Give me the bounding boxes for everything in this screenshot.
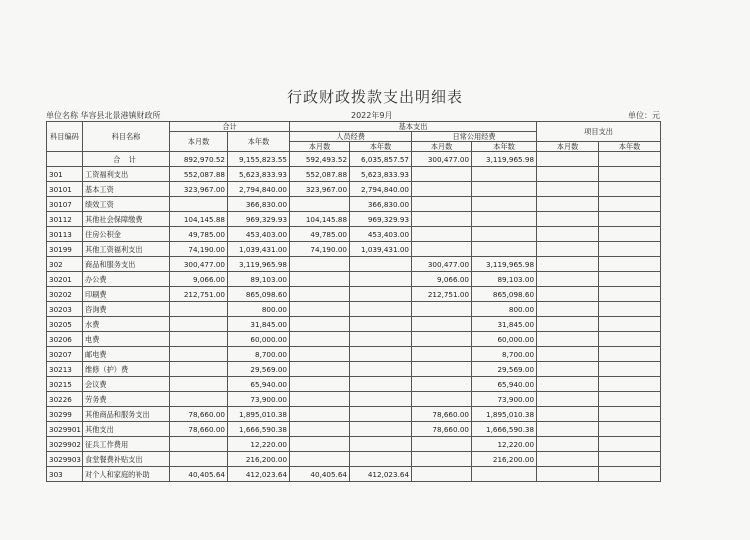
expenditure-table xyxy=(46,121,661,482)
subject-code: 30201 xyxy=(47,272,83,287)
amount-cell xyxy=(412,347,472,362)
amount-cell xyxy=(350,452,412,467)
header-name: 科目名称 xyxy=(83,122,170,152)
amount-cell xyxy=(537,452,599,467)
header-daily: 日常公用经费 xyxy=(412,132,537,142)
amount-cell: 49,785.00 xyxy=(290,227,350,242)
total-cell: 892,970.52 xyxy=(170,152,228,167)
table-row xyxy=(47,197,661,212)
header-personnel-month: 本月数 xyxy=(290,142,350,152)
amount-cell xyxy=(599,242,661,257)
report-period: 2022年9月 xyxy=(351,111,393,120)
amount-cell: 216,200.00 xyxy=(472,452,537,467)
subject-name: 绩效工资 xyxy=(83,197,170,212)
amount-cell xyxy=(350,332,412,347)
subject-name: 咨询费 xyxy=(83,302,170,317)
amount-cell: 104,145.88 xyxy=(290,212,350,227)
amount-cell: 29,569.00 xyxy=(472,362,537,377)
header-daily-year: 本年数 xyxy=(472,142,537,152)
amount-cell xyxy=(412,437,472,452)
subject-code: 3029901 xyxy=(47,422,83,437)
amount-cell xyxy=(599,347,661,362)
amount-cell xyxy=(537,347,599,362)
subject-name: 对个人和家庭的补助 xyxy=(83,467,170,482)
amount-cell: 31,845.00 xyxy=(472,317,537,332)
amount-cell xyxy=(599,302,661,317)
amount-cell xyxy=(412,212,472,227)
amount-cell xyxy=(599,197,661,212)
subject-name: 其他支出 xyxy=(83,422,170,437)
amount-cell: 73,900.00 xyxy=(228,392,290,407)
amount-cell xyxy=(472,167,537,182)
subject-name: 食堂餐费补贴支出 xyxy=(83,452,170,467)
table-row xyxy=(47,272,661,287)
amount-cell xyxy=(472,212,537,227)
amount-cell xyxy=(599,422,661,437)
amount-cell xyxy=(537,437,599,452)
amount-cell xyxy=(290,377,350,392)
amount-cell xyxy=(599,332,661,347)
total-cell: 9,155,823.55 xyxy=(228,152,290,167)
header-basic: 基本支出 xyxy=(290,122,537,132)
amount-cell xyxy=(599,227,661,242)
amount-cell xyxy=(599,407,661,422)
total-cell: 300,477.00 xyxy=(412,152,472,167)
amount-cell: 300,477.00 xyxy=(170,257,228,272)
amount-cell xyxy=(290,362,350,377)
amount-cell: 323,967.00 xyxy=(290,182,350,197)
subject-name: 工资福利支出 xyxy=(83,167,170,182)
amount-cell xyxy=(599,272,661,287)
amount-cell: 552,087.88 xyxy=(290,167,350,182)
amount-cell: 453,403.00 xyxy=(228,227,290,242)
amount-cell: 29,569.00 xyxy=(228,362,290,377)
table-row xyxy=(47,392,661,407)
amount-cell xyxy=(472,227,537,242)
amount-cell xyxy=(290,392,350,407)
amount-cell: 65,940.00 xyxy=(228,377,290,392)
subject-code: 30205 xyxy=(47,317,83,332)
subject-name: 其他社会保障缴费 xyxy=(83,212,170,227)
amount-cell xyxy=(412,392,472,407)
table-row xyxy=(47,377,661,392)
amount-cell xyxy=(290,407,350,422)
amount-cell: 78,660.00 xyxy=(170,422,228,437)
amount-cell xyxy=(537,392,599,407)
subject-code: 30202 xyxy=(47,287,83,302)
amount-cell: 3,119,965.98 xyxy=(228,257,290,272)
subject-code: 30215 xyxy=(47,377,83,392)
amount-cell xyxy=(290,272,350,287)
amount-cell: 78,660.00 xyxy=(412,422,472,437)
amount-cell xyxy=(537,212,599,227)
subject-code: 30206 xyxy=(47,332,83,347)
amount-cell: 8,700.00 xyxy=(472,347,537,362)
amount-cell: 31,845.00 xyxy=(228,317,290,332)
amount-cell: 12,220.00 xyxy=(228,437,290,452)
header-total: 合计 xyxy=(170,122,290,132)
amount-cell xyxy=(537,362,599,377)
header-project-month: 本月数 xyxy=(537,142,599,152)
amount-cell: 5,623,833.93 xyxy=(228,167,290,182)
amount-cell xyxy=(537,422,599,437)
amount-cell xyxy=(537,302,599,317)
amount-cell xyxy=(412,167,472,182)
amount-cell xyxy=(412,467,472,482)
header-total-year: 本年数 xyxy=(228,132,290,152)
amount-cell xyxy=(472,242,537,257)
amount-cell xyxy=(290,437,350,452)
amount-cell xyxy=(170,317,228,332)
amount-cell xyxy=(290,332,350,347)
subject-name: 住房公积金 xyxy=(83,227,170,242)
amount-cell: 212,751.00 xyxy=(412,287,472,302)
amount-cell xyxy=(537,182,599,197)
subject-name: 印刷费 xyxy=(83,287,170,302)
table-header xyxy=(47,122,661,152)
amount-cell: 412,023.64 xyxy=(228,467,290,482)
amount-cell: 40,405.64 xyxy=(290,467,350,482)
table-row xyxy=(47,182,661,197)
amount-cell: 1,895,010.38 xyxy=(472,407,537,422)
subject-code: 30199 xyxy=(47,242,83,257)
amount-cell: 49,785.00 xyxy=(170,227,228,242)
subject-code: 303 xyxy=(47,467,83,482)
amount-cell xyxy=(537,377,599,392)
amount-cell xyxy=(472,467,537,482)
subject-name: 电费 xyxy=(83,332,170,347)
subject-code: 30113 xyxy=(47,227,83,242)
table-row xyxy=(47,332,661,347)
subject-code: 30107 xyxy=(47,197,83,212)
amount-cell xyxy=(599,437,661,452)
table-body xyxy=(47,152,661,482)
amount-cell xyxy=(599,317,661,332)
amount-cell xyxy=(412,332,472,347)
table-row xyxy=(47,257,661,272)
amount-cell xyxy=(472,182,537,197)
amount-cell xyxy=(350,317,412,332)
table-row xyxy=(47,347,661,362)
amount-cell xyxy=(170,437,228,452)
subject-name: 基本工资 xyxy=(83,182,170,197)
amount-cell xyxy=(350,362,412,377)
amount-cell xyxy=(350,302,412,317)
amount-cell xyxy=(599,467,661,482)
amount-cell xyxy=(170,302,228,317)
amount-cell xyxy=(170,392,228,407)
amount-cell: 5,623,833.93 xyxy=(350,167,412,182)
subject-code: 30213 xyxy=(47,362,83,377)
amount-cell: 65,940.00 xyxy=(472,377,537,392)
amount-cell xyxy=(290,197,350,212)
total-cell xyxy=(537,152,599,167)
report-title: 行政财政拨款支出明细表 xyxy=(286,88,463,106)
amount-cell: 89,103.00 xyxy=(228,272,290,287)
subject-code: 30101 xyxy=(47,182,83,197)
amount-cell xyxy=(412,227,472,242)
total-cell: 592,493.52 xyxy=(290,152,350,167)
subject-code: 3029902 xyxy=(47,437,83,452)
table-row xyxy=(47,167,661,182)
subject-name: 商品和服务支出 xyxy=(83,257,170,272)
amount-cell: 12,220.00 xyxy=(472,437,537,452)
amount-cell xyxy=(537,197,599,212)
amount-cell: 865,098.60 xyxy=(228,287,290,302)
total-label: 合 计 xyxy=(83,152,170,167)
header-daily-month: 本月数 xyxy=(412,142,472,152)
amount-cell xyxy=(412,377,472,392)
amount-cell: 78,660.00 xyxy=(412,407,472,422)
amount-cell xyxy=(350,437,412,452)
amount-cell xyxy=(537,167,599,182)
amount-cell xyxy=(170,377,228,392)
amount-cell: 216,200.00 xyxy=(228,452,290,467)
amount-cell: 212,751.00 xyxy=(170,287,228,302)
header-personnel: 人员经费 xyxy=(290,132,412,142)
amount-cell xyxy=(412,182,472,197)
amount-cell: 104,145.88 xyxy=(170,212,228,227)
subject-code: 3029903 xyxy=(47,452,83,467)
amount-cell xyxy=(170,452,228,467)
total-row xyxy=(47,152,661,167)
total-cell: 6,035,857.57 xyxy=(350,152,412,167)
table-row xyxy=(47,437,661,452)
amount-cell: 969,329.93 xyxy=(350,212,412,227)
amount-cell xyxy=(537,242,599,257)
amount-cell xyxy=(350,377,412,392)
amount-cell: 300,477.00 xyxy=(412,257,472,272)
amount-cell xyxy=(412,242,472,257)
amount-cell xyxy=(537,227,599,242)
amount-cell xyxy=(537,317,599,332)
amount-cell xyxy=(599,392,661,407)
amount-cell: 969,329.93 xyxy=(228,212,290,227)
header-project-year: 本年数 xyxy=(599,142,661,152)
subject-code: 30299 xyxy=(47,407,83,422)
amount-cell: 800.00 xyxy=(228,302,290,317)
amount-cell: 1,895,010.38 xyxy=(228,407,290,422)
amount-cell: 2,794,840.00 xyxy=(350,182,412,197)
subject-name: 其他工资福利支出 xyxy=(83,242,170,257)
amount-cell xyxy=(599,362,661,377)
amount-cell xyxy=(537,332,599,347)
table-row xyxy=(47,287,661,302)
amount-cell: 800.00 xyxy=(472,302,537,317)
amount-cell xyxy=(350,407,412,422)
amount-cell: 366,830.00 xyxy=(350,197,412,212)
amount-cell xyxy=(599,257,661,272)
amount-cell xyxy=(599,452,661,467)
amount-cell xyxy=(412,197,472,212)
subject-code: 30207 xyxy=(47,347,83,362)
table-row xyxy=(47,227,661,242)
header-code: 科目编码 xyxy=(47,122,83,152)
subject-name: 邮电费 xyxy=(83,347,170,362)
table-row xyxy=(47,422,661,437)
amount-cell xyxy=(599,377,661,392)
amount-cell xyxy=(350,257,412,272)
amount-cell: 73,900.00 xyxy=(472,392,537,407)
total-cell xyxy=(599,152,661,167)
amount-cell: 74,190.00 xyxy=(170,242,228,257)
amount-cell xyxy=(537,287,599,302)
amount-cell: 1,666,590.38 xyxy=(472,422,537,437)
total-code-cell xyxy=(47,152,83,167)
amount-cell xyxy=(472,197,537,212)
amount-cell: 1,666,590.38 xyxy=(228,422,290,437)
currency-unit: 单位：元 xyxy=(628,111,660,120)
amount-cell xyxy=(412,452,472,467)
amount-cell xyxy=(290,302,350,317)
amount-cell xyxy=(599,287,661,302)
table-row xyxy=(47,242,661,257)
subject-name: 水费 xyxy=(83,317,170,332)
amount-cell xyxy=(170,362,228,377)
amount-cell xyxy=(170,197,228,212)
amount-cell xyxy=(290,452,350,467)
table-row xyxy=(47,212,661,227)
amount-cell xyxy=(350,287,412,302)
amount-cell xyxy=(537,272,599,287)
table-row xyxy=(47,317,661,332)
subject-name: 会议费 xyxy=(83,377,170,392)
subject-name: 征兵工作费用 xyxy=(83,437,170,452)
subject-name: 其他商品和服务支出 xyxy=(83,407,170,422)
amount-cell: 78,660.00 xyxy=(170,407,228,422)
amount-cell: 60,000.00 xyxy=(472,332,537,347)
total-cell: 3,119,965.98 xyxy=(472,152,537,167)
subject-code: 30226 xyxy=(47,392,83,407)
amount-cell: 40,405.64 xyxy=(170,467,228,482)
amount-cell xyxy=(412,302,472,317)
amount-cell xyxy=(290,257,350,272)
table-row xyxy=(47,467,661,482)
amount-cell xyxy=(350,347,412,362)
amount-cell xyxy=(412,317,472,332)
amount-cell: 453,403.00 xyxy=(350,227,412,242)
amount-cell: 552,087.88 xyxy=(170,167,228,182)
amount-cell: 1,039,431.00 xyxy=(350,242,412,257)
amount-cell: 9,066.00 xyxy=(170,272,228,287)
table-row xyxy=(47,407,661,422)
amount-cell xyxy=(537,467,599,482)
amount-cell: 366,830.00 xyxy=(228,197,290,212)
amount-cell: 60,000.00 xyxy=(228,332,290,347)
amount-cell xyxy=(290,317,350,332)
amount-cell xyxy=(599,212,661,227)
subject-name: 劳务费 xyxy=(83,392,170,407)
subject-name: 办公费 xyxy=(83,272,170,287)
header-total-month: 本月数 xyxy=(170,132,228,152)
header-personnel-year: 本年数 xyxy=(350,142,412,152)
subject-code: 302 xyxy=(47,257,83,272)
header-project: 项目支出 xyxy=(537,122,661,142)
subject-code: 30112 xyxy=(47,212,83,227)
amount-cell xyxy=(599,167,661,182)
amount-cell: 412,023.64 xyxy=(350,467,412,482)
unit-name: 单位名称 华容县北景港镇财政所 xyxy=(46,111,161,120)
amount-cell xyxy=(350,392,412,407)
amount-cell: 2,794,840.00 xyxy=(228,182,290,197)
subject-name: 维修（护）费 xyxy=(83,362,170,377)
amount-cell: 89,103.00 xyxy=(472,272,537,287)
subject-code: 301 xyxy=(47,167,83,182)
amount-cell: 865,098.60 xyxy=(472,287,537,302)
amount-cell xyxy=(537,407,599,422)
amount-cell xyxy=(412,362,472,377)
amount-cell xyxy=(290,287,350,302)
amount-cell xyxy=(170,332,228,347)
amount-cell: 9,066.00 xyxy=(412,272,472,287)
amount-cell: 74,190.00 xyxy=(290,242,350,257)
amount-cell: 3,119,965.98 xyxy=(472,257,537,272)
amount-cell xyxy=(290,422,350,437)
amount-cell xyxy=(170,347,228,362)
amount-cell: 323,967.00 xyxy=(170,182,228,197)
amount-cell xyxy=(599,182,661,197)
amount-cell: 8,700.00 xyxy=(228,347,290,362)
subject-code: 30203 xyxy=(47,302,83,317)
table-row xyxy=(47,302,661,317)
amount-cell xyxy=(350,272,412,287)
amount-cell: 1,039,431.00 xyxy=(228,242,290,257)
table-row xyxy=(47,452,661,467)
amount-cell xyxy=(350,422,412,437)
table-row xyxy=(47,362,661,377)
amount-cell xyxy=(537,257,599,272)
amount-cell xyxy=(290,347,350,362)
